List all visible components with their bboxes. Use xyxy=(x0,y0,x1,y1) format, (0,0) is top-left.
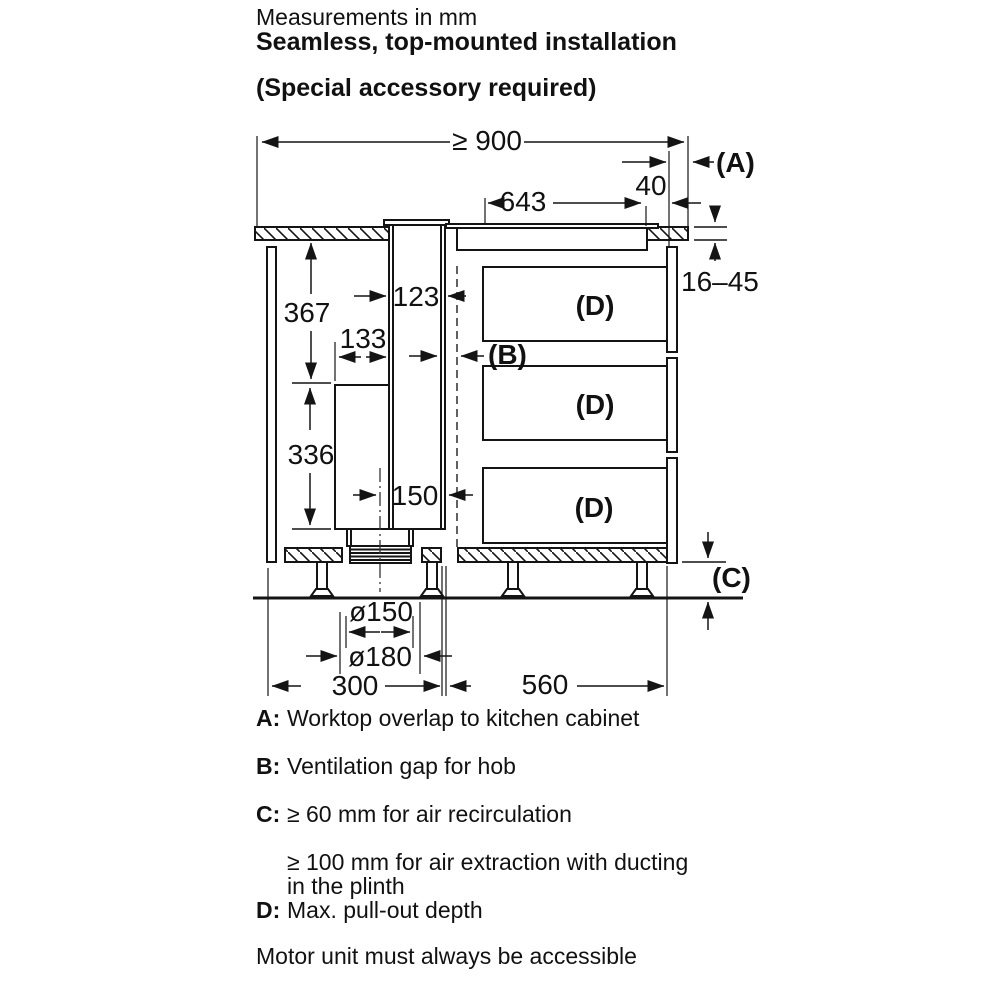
ref-b-label: (B) xyxy=(488,339,527,370)
legend-text: Max. pull-out depth xyxy=(287,897,483,923)
cabinet-feet xyxy=(311,562,653,596)
ref-d-label-drawer-2: (D) xyxy=(575,389,615,420)
legend-item-c xyxy=(256,801,572,828)
cabinet-side-panel-top xyxy=(667,247,677,352)
dim-duct-center-offset-label: 150 xyxy=(391,480,439,511)
legend-text: Ventilation gap for hob xyxy=(287,753,516,779)
cabinet-foot-base xyxy=(311,589,333,596)
structure xyxy=(253,220,743,598)
dim-cabinet-left-width-label: 300 xyxy=(331,670,379,701)
ref-a-label: (A) xyxy=(716,147,755,178)
dim-total-width-label: ≥ 900 xyxy=(452,125,522,156)
hob-body xyxy=(457,228,647,250)
legend-text: ≥ 100 mm for air extraction with ducting xyxy=(287,849,689,875)
units-note: Measurements in mm xyxy=(256,4,478,30)
worktop-left xyxy=(255,227,389,240)
cabinet-foot-base xyxy=(421,589,443,596)
dim-rear-offset-label: 40 xyxy=(635,170,667,201)
ref-d-label-drawer-3: (D) xyxy=(574,492,614,523)
dim-flange-diameter-label: ø180 xyxy=(348,641,412,672)
legend-item-d xyxy=(256,897,483,924)
legend-text: in the plinth xyxy=(287,873,405,899)
legend-text: ≥ 60 mm for air recirculation xyxy=(287,801,572,827)
legend-key xyxy=(256,873,287,900)
legend-text: Worktop overlap to kitchen cabinet xyxy=(287,705,640,731)
dim-cabinet-right-width-label: 560 xyxy=(521,669,569,700)
page-title: Seamless, top-mounted installation xyxy=(256,28,677,56)
legend-item-b xyxy=(256,753,516,780)
cabinet-foot xyxy=(317,562,327,589)
dim-worktop-thickness-label: 16–45 xyxy=(681,266,759,297)
legend-item-c-extraction-line-2 xyxy=(256,873,405,900)
cabinet-foot xyxy=(427,562,437,589)
ref-c-label: (C) xyxy=(712,562,751,593)
cabinet-side-panel-mid xyxy=(667,358,677,452)
legend-key: B: xyxy=(256,753,281,779)
legend-key: C: xyxy=(256,801,281,827)
legend-key: A: xyxy=(256,705,281,731)
plinth-panel-left xyxy=(285,548,342,562)
dim-hob-width-label: 643 xyxy=(499,186,547,217)
legend-item-a xyxy=(256,705,639,732)
cabinet-foot xyxy=(508,562,518,589)
left-side-panel xyxy=(267,247,276,562)
plinth-panel-right xyxy=(458,548,670,562)
dim-hose-diameter-label: ø150 xyxy=(349,596,413,627)
cabinet-foot-base xyxy=(502,589,524,596)
dim-niche-depth-label: 367 xyxy=(283,297,331,328)
duct-right-wall xyxy=(441,225,445,529)
cabinet-foot xyxy=(637,562,647,589)
legend-key xyxy=(256,849,287,876)
dim-motor-height-label: 336 xyxy=(287,439,335,470)
legend-item-c-extraction-line-1 xyxy=(256,849,688,876)
accessory-note: (Special accessory required) xyxy=(256,74,597,102)
dim-motor-depth-label: 133 xyxy=(339,323,387,354)
cabinet-side-panel-bottom xyxy=(667,458,677,563)
plinth-panel-center xyxy=(422,548,441,562)
ref-d-label-drawer-1: (D) xyxy=(575,290,615,321)
cabinet-foot-base xyxy=(631,589,653,596)
legend-key: D: xyxy=(256,897,281,923)
motor-access-note: Motor unit must always be accessible xyxy=(256,943,637,969)
dim-duct-width-label: 123 xyxy=(392,281,440,312)
